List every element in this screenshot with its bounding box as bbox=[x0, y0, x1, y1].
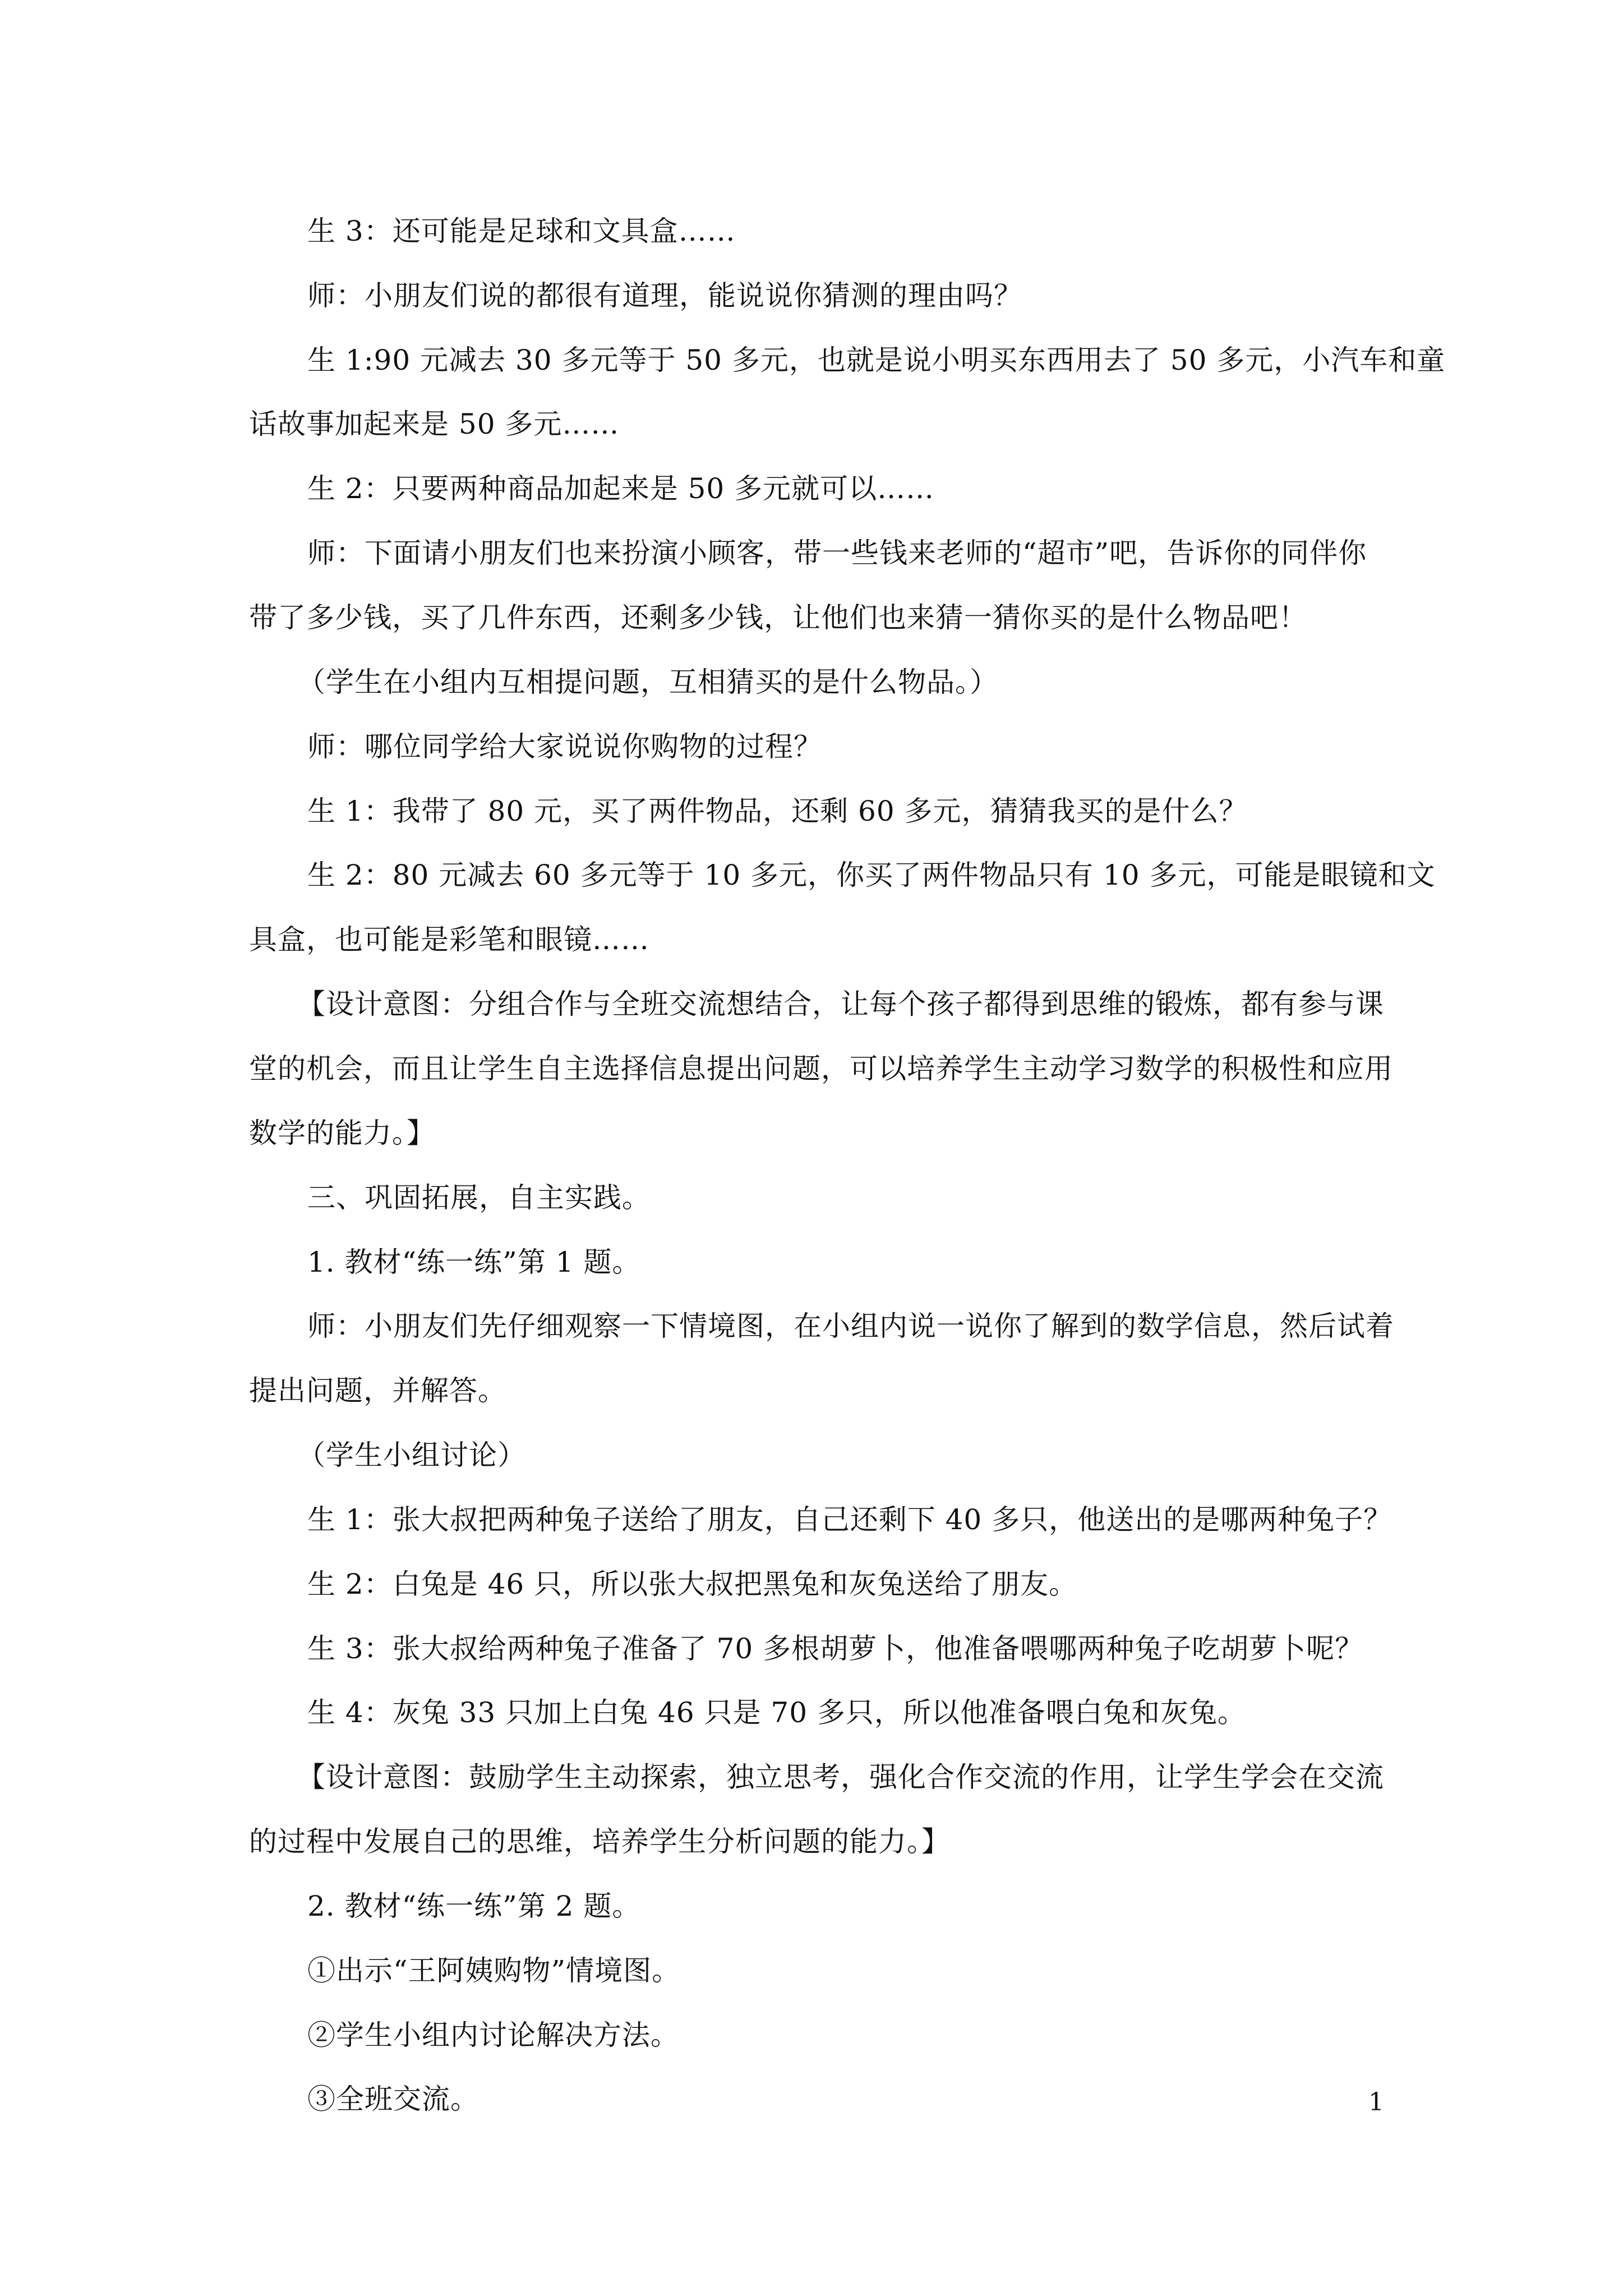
page-number: 1 bbox=[1368, 2088, 1384, 2116]
paragraph-line: 生 2：白兔是 46 只，所以张大叔把黑兔和灰兔送给了朋友。 bbox=[307, 1568, 1078, 1600]
paragraph-line: （学生小组讨论） bbox=[297, 1439, 526, 1471]
section-heading: 三、巩固拓展，自主实践。 bbox=[307, 1181, 651, 1214]
paragraph-line: 2. 教材“练一练”第 2 题。 bbox=[307, 1890, 641, 1922]
paragraph-line: 数学的能力。】 bbox=[249, 1117, 435, 1149]
paragraph-line: ①出示“王阿姨购物”情境图。 bbox=[307, 1954, 681, 1987]
paragraph-line: 生 2：80 元减去 60 多元等于 10 多元，你买了两件物品只有 10 多元，可能是眼镜和文 bbox=[307, 859, 1436, 891]
paragraph-line: 生 1：我带了 80 元，买了两件物品，还剩 60 多元，猜猜我买的是什么？ bbox=[307, 795, 1248, 827]
paragraph-line: 生 1:90 元减去 30 多元等于 50 多元，也就是说小明买东西用去了 50 多元，小汽车和童 bbox=[307, 344, 1446, 376]
paragraph-line: 生 4：灰兔 33 只加上白兔 46 只是 70 多只，所以他准备喂白兔和灰兔。 bbox=[307, 1696, 1246, 1729]
paragraph-line: （学生在小组内互相提问题，互相猜买的是什么物品。） bbox=[297, 666, 998, 698]
paragraph-line: 带了多少钱，买了几件东西，还剩多少钱，让他们也来猜一猜你买的是什么物品吧！ bbox=[249, 601, 1307, 634]
paragraph-line: 【设计意图：鼓励学生主动探索，独立思考，强化合作交流的作用，让学生学会在交流 bbox=[297, 1761, 1384, 1793]
paragraph-line: 生 2：只要两种商品加起来是 50 多元就可以…… bbox=[307, 472, 935, 505]
paragraph-line: ③全班交流。 bbox=[307, 2083, 479, 2115]
paragraph-line: 具盒，也可能是彩笔和眼镜…… bbox=[249, 923, 649, 956]
paragraph-line: 师：小朋友们说的都很有道理，能说说你猜测的理由吗？ bbox=[307, 279, 1022, 312]
paragraph-line: 师：下面请小朋友们也来扮演小顾客，带一些钱来老师的“超市”吧，告诉你的同伴你 bbox=[307, 537, 1367, 569]
paragraph-line: 1. 教材“练一练”第 1 题。 bbox=[307, 1246, 641, 1278]
paragraph-line: 【设计意图：分组合作与全班交流想结合，让每个孩子都得到思维的锻炼，都有参与课 bbox=[297, 988, 1384, 1020]
paragraph-line: 生 3：还可能是足球和文具盒…… bbox=[307, 215, 736, 247]
paragraph-line: 生 3：张大叔给两种兔子准备了 70 多根胡萝卜，他准备喂哪两种兔子吃胡萝卜呢？ bbox=[307, 1632, 1364, 1665]
paragraph-line: 师：哪位同学给大家说说你购物的过程？ bbox=[307, 730, 822, 763]
paragraph-line: 提出问题，并解答。 bbox=[249, 1374, 506, 1407]
paragraph-line: ②学生小组内讨论解决方法。 bbox=[307, 2019, 679, 2051]
paragraph-line: 的过程中发展自己的思维，培养学生分析问题的能力。】 bbox=[249, 1825, 950, 1858]
paragraph-line: 师：小朋友们先仔细观察一下情境图，在小组内说一说你了解到的数学信息，然后试着 bbox=[307, 1310, 1394, 1342]
paragraph-line: 生 1：张大叔把两种兔子送给了朋友，自己还剩下 40 多只，他送出的是哪两种兔子？ bbox=[307, 1503, 1393, 1536]
paragraph-line: 话故事加起来是 50 多元…… bbox=[249, 408, 620, 440]
paragraph-line: 堂的机会，而且让学生自主选择信息提出问题，可以培养学生主动学习数学的积极性和应用 bbox=[249, 1052, 1393, 1085]
